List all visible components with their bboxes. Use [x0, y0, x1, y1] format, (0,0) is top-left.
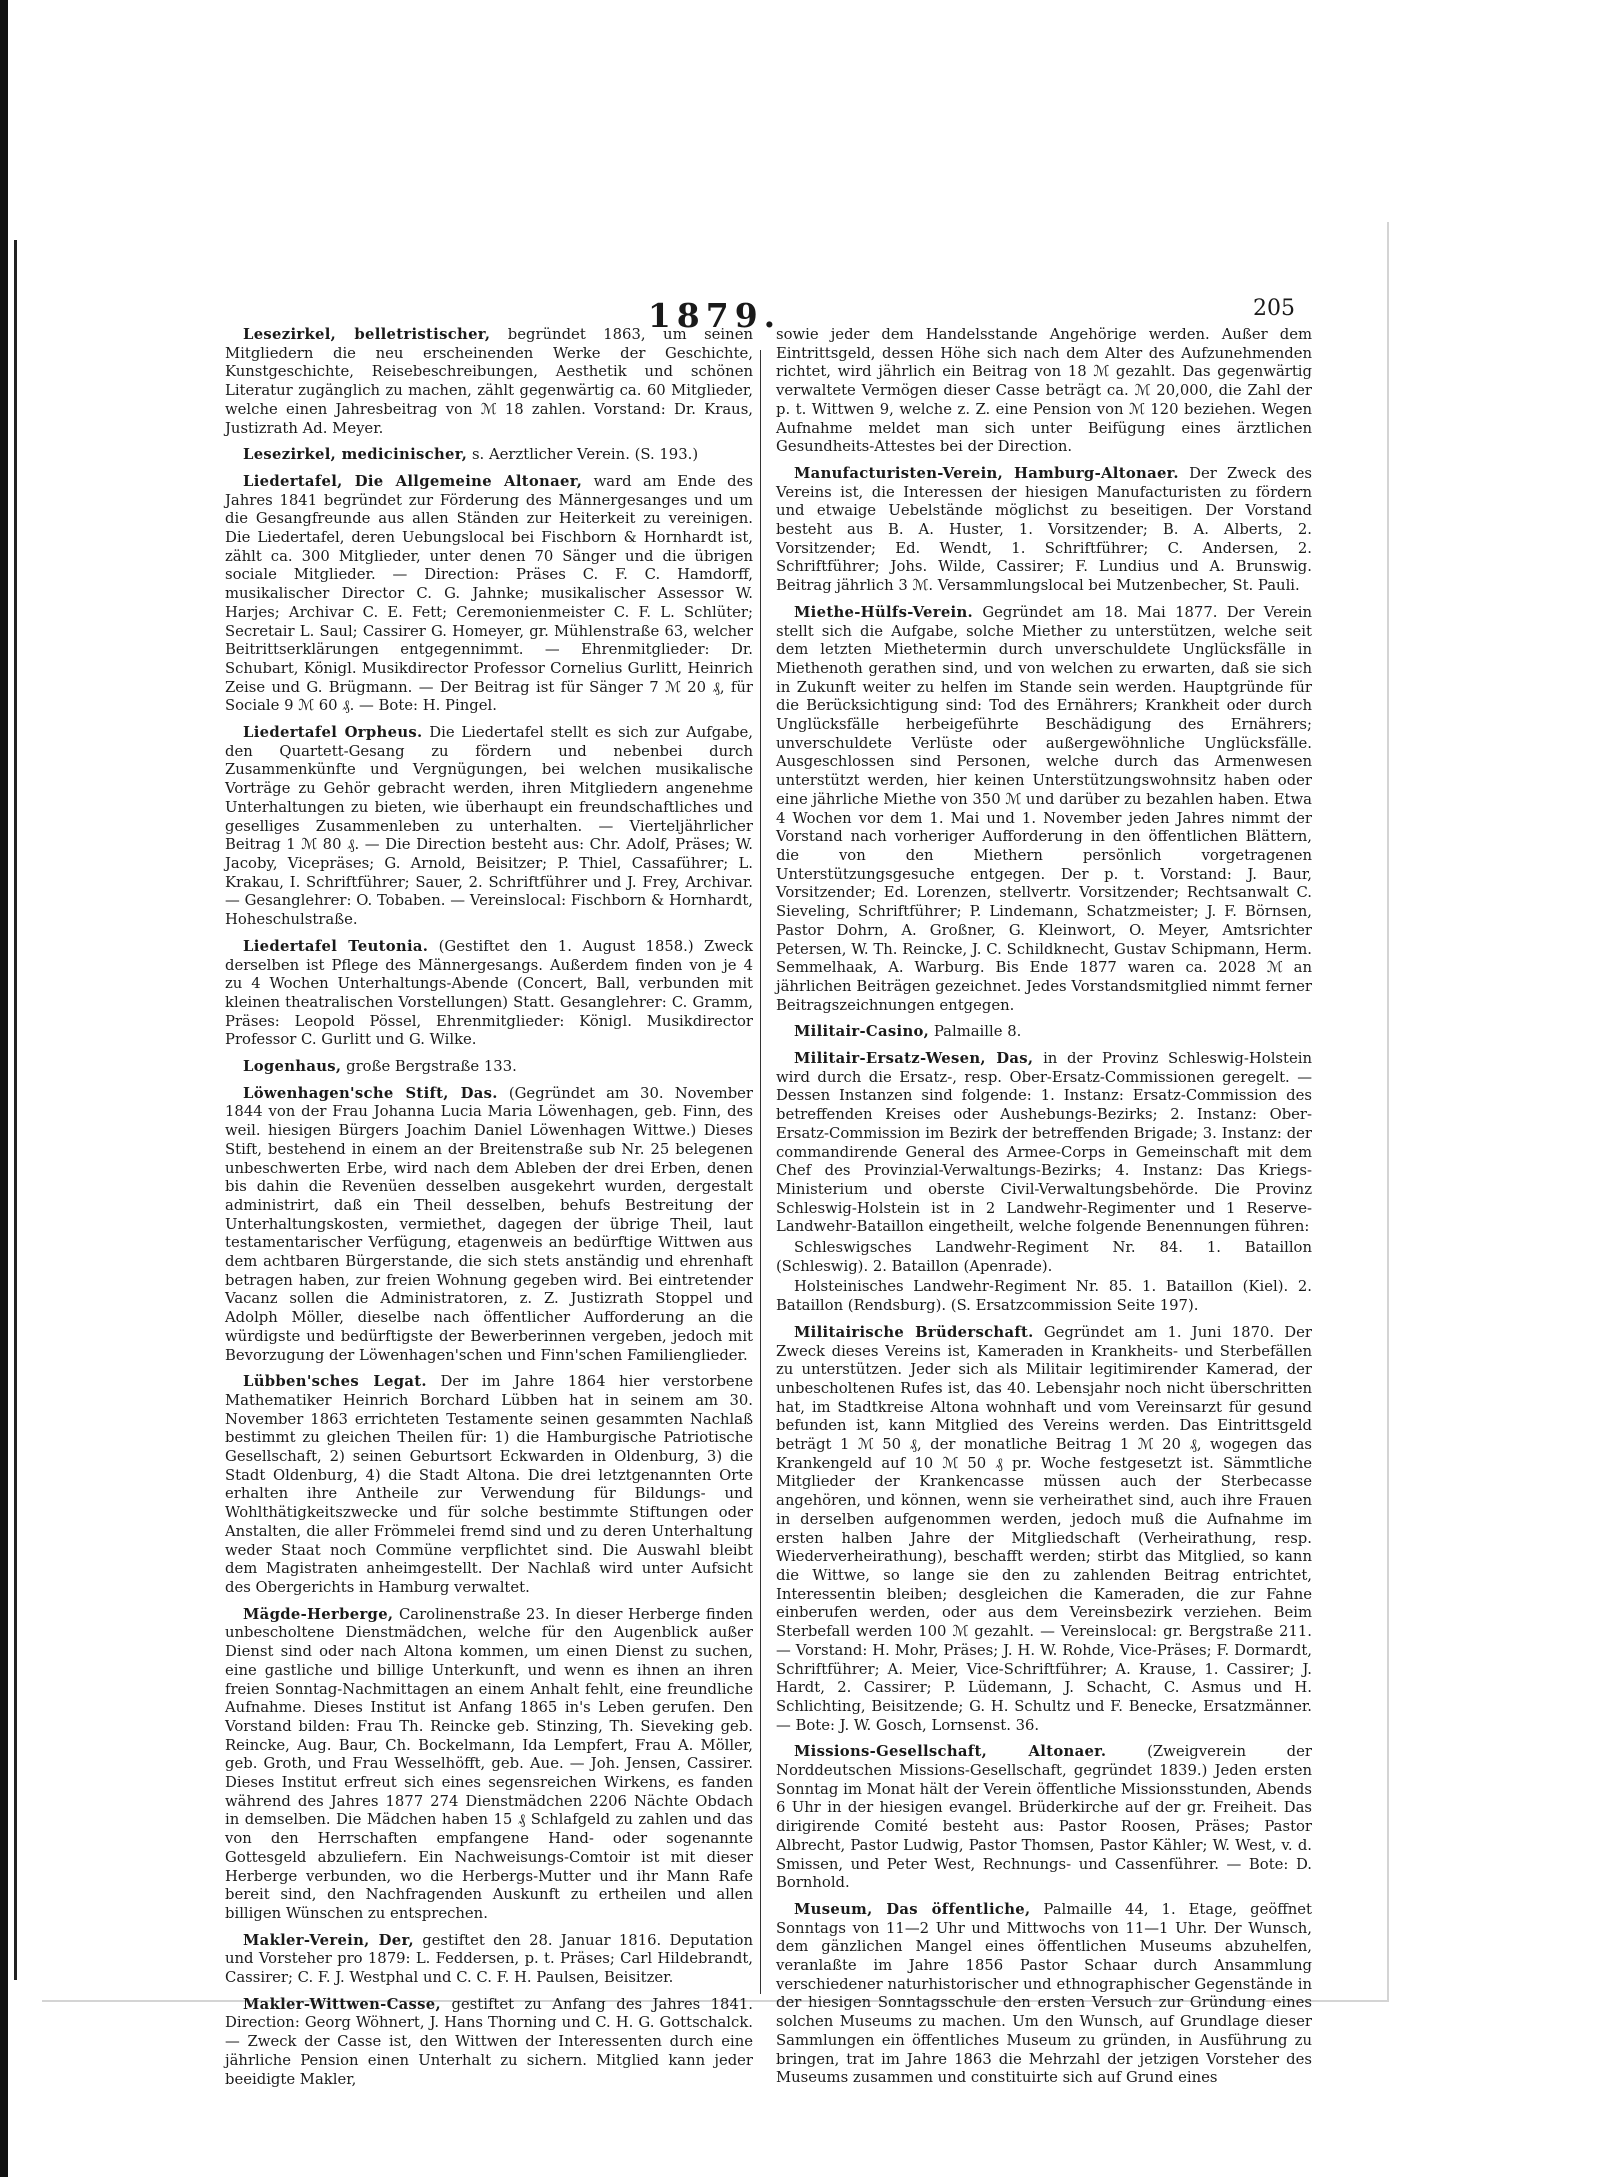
- entry-text: gestiftet den 28. Januar 1816. Deputation und Vorsteher pro 1879: L. Feddersen, p. t. Präses; Carl Hildebrandt, Cassirer; C. F. J. Westphal und C. C. F. H. Paulsen, Beisitzer.: [225, 1931, 753, 1987]
- column-divider: [760, 350, 761, 1994]
- entry-text: s. Aerztlicher Verein. (S. 193.): [471, 446, 699, 464]
- entry-title: Miethe-Hülfs-Verein.: [794, 603, 973, 621]
- entry-title: Lübben'sches Legat.: [243, 1373, 427, 1391]
- entry-text: Der Zweck des Vereins ist, die Interessen der hiesigen Manufacturisten zu fördern und etwaige Uebelstände möglichst zu beseitigen. Der Vorstand besteht aus B. A. Huster, 1. Vorsitzender; B. A. Alberts, 2. Vorsitzender; Ed. Wendt, 1. Schriftführer; C. Andersen, 2. Schriftführer; Johs. Wilde, Cassirer; F. Lundius und A. Brunswig. Beitrag jährlich 3 ℳ. Versammlungslocal bei Mutzenbecher, St. Pauli.: [776, 464, 1312, 595]
- entry-title: Museum, Das öffentliche,: [794, 1900, 1031, 1918]
- page-year-heading: 1879.: [647, 296, 782, 335]
- entry-title: Makler-Verein, Der,: [243, 1931, 414, 1949]
- book-spine-edge: [0, 0, 8, 2177]
- entry-title: Militair-Casino,: [794, 1023, 930, 1041]
- left-column: [225, 326, 753, 2097]
- entry-text: Carolinenstraße 23. In dieser Herberge finden unbescholtene Dienstmädchen, welche für den Augenblick außer Dienst sind oder nach Altona kommen, um einen Dienst zu suchen, eine gastliche und billige Unterkunft, und wenn es ihnen an ihren freien Sonntag-Nachmittagen an einem Anhalt fehlt, eine freundliche Aufnahme. Dieses Institut ist Anfang 1865 in's Leben gerufen. Den Vorstand bilden: Frau Th. Reincke geb. Stinzing, Th. Sieveking geb. Reincke, Aug. Baur, Ch. Bockelmann, Ida Lempfert, Frau A. Möller, geb. Groth, und Frau Wesselhöfft, geb. Aue. — Joh. Jensen, Cassirer. Dieses Institut erfreut sich eines segensreichen Wirkens, es fanden während des Jahres 1877 274 Dienstmädchen 2206 Nächte Obdach in demselben. Die Mädchen haben 15 ₰ Schlafgeld zu zahlen und das von den Herrschaften empfangene Hand- oder sogenannte Gottesgeld abzuliefern. Ein Nachweisungs-Comtoir ist mit dieser Herberge verbunden, wo die Herbergs-Mutter und ihr Mann Rafe bereit sind, den Nachfragenden Auskunft zu ertheilen und allen billigen Wünschen zu entsprechen.: [225, 1605, 753, 1922]
- entry-text: Der im Jahre 1864 hier verstorbene Mathematiker Heinrich Borchard Lübben hat in seinem am 30. November 1863 errichteten Testamente seinen gesammten Nachlaß bestimmt zu gleichen Theilen für: 1) die Hamburgische Patriotische Gesellschaft, 2) seinen Geburtsort Eckwarden in Oldenburg, 3) die Stadt Oldenburg, 4) die Stadt Altona. Die drei letztgenannten Orte erhalten ihre Antheile zur Verwendung für Bildungs- und Wohlthätigkeitszwecke und für solche bestimmte Stiftungen oder Anstalten, die aller Frömmelei fremd sind und zu deren Unterhaltung weder Staat noch Commüne verpflichtet sind. Die Auswahl bleibt dem Magistraten anheimgestellt. Der Nachlaß wird unter Aufsicht des Obergerichts in Hamburg verwaltet.: [225, 1373, 753, 1596]
- entry-liedertafel-orpheus: [225, 724, 753, 930]
- entry-museum: [776, 1901, 1312, 2088]
- entry-luebben-legat: [225, 1373, 753, 1597]
- page: [42, 222, 1389, 2088]
- entry-title: Makler-Wittwen-Casse,: [243, 1995, 441, 2013]
- regiment-holstein: Holsteinisches Landwehr-Regiment Nr. 85. 1. Bataillon (Kiel). 2. Bataillon (Rendsburg). (S. Ersatzcommission Seite 197).: [776, 1278, 1312, 1315]
- entry-missions-gesellschaft: [776, 1743, 1312, 1893]
- entry-militairische-bruederschaft: [776, 1324, 1312, 1735]
- entry-title: Lesezirkel, medicinischer,: [243, 446, 468, 464]
- entry-text: gestiftet zu Anfang des Jahres 1841. Direction: Georg Wöhnert, J. Hans Thorning und C. H. G. Gottschalck. — Zweck der Casse ist, den Wittwen der Interessenten durch eine jährliche Pension einen Unterhalt zu sichern. Mitglied kann jeder beeidigte Makler,: [225, 1995, 753, 2088]
- entry-title: Militair-Ersatz-Wesen, Das,: [794, 1050, 1034, 1068]
- entry-maegde-herberge: [225, 1606, 753, 1924]
- page-number: 205: [1253, 296, 1295, 321]
- entry-title: Missions-Gesellschaft, Altonaer.: [794, 1743, 1107, 1761]
- entry-lesezirkel-medicinischer: [225, 446, 753, 465]
- entry-militair-ersatz-wesen: [776, 1050, 1312, 1237]
- entry-text: in der Provinz Schleswig-Holstein wird durch die Ersatz-, resp. Ober-Ersatz-Commissionen geregelt. — Dessen Instanzen sind folgende: 1. Instanz: Ersatz-Commission des betreffenden Kreises oder Aushebungs-Bezirks; 2. Instanz: Ober-Ersatz-Commission im Bezirk der betreffenden Brigade; 3. Instanz: der commandirende General des Armee-Corps in Gemeinschaft mit dem Chef des Provinzial-Verwaltungs-Bezirks; 4. Instanz: Das Kriegs-Ministerium und oberste Civil-Verwaltungsbehörde. Die Provinz Schleswig-Holstein ist in 2 Landwehr-Regimenter und 1 Reserve-Landwehr-Bataillon eingetheilt, welche folgende Benennungen führen:: [776, 1050, 1312, 1236]
- entry-makler-verein: [225, 1932, 753, 1988]
- entry-liedertafel-teutonia: [225, 938, 753, 1050]
- entry-logenhaus: [225, 1058, 753, 1077]
- entry-title: Manufacturisten-Verein, Hamburg-Altonaer.: [794, 464, 1179, 482]
- entry-text: Die Liedertafel stellt es sich zur Aufgabe, den Quartett-Gesang zu fördern und nebenbei durch Zusammenkünfte und Vergnügungen, bei welchen musikalische Vorträge zu Gehör gebracht werden, ihren Mitgliedern angenehme Unterhaltungen zu bieten, wie überhaupt ein freundschaftliches und geselliges Zusammenleben zu unterhalten. — Vierteljährlicher Beitrag 1 ℳ 80 ₰. — Die Direction besteht aus: Chr. Adolf, Präses; W. Jacoby, Vicepräses; G. Arnold, Beisitzer; P. Thiel, Cassaführer; L. Krakau, I. Schriftführer; Sauer, 2. Schriftführer und J. Frey, Archivar. — Gesanglehrer: O. Tobaben. — Vereinslocal: Fischborn & Hornhardt, Hoheschulstraße.: [225, 724, 753, 929]
- entry-text: Palmaille 8.: [933, 1023, 1022, 1041]
- entry-title: Mägde-Herberge,: [243, 1605, 394, 1623]
- entry-text: große Bergstraße 133.: [346, 1058, 517, 1076]
- entry-title: Liedertafel Orpheus.: [243, 724, 423, 742]
- entry-text: Palmaille 44, 1. Etage, geöffnet Sonntags von 11—2 Uhr und Mittwochs von 11—1 Uhr. Der Wunsch, dem gänzlichen Mangel eines öffentlichen Museums abzuhelfen, veranlaßte im Jahre 1856 Pastor Schaar durch Ansammlung verschiedener naturhistorischer und ethnographischer Gegenstände in der hiesigen Sonntagsschule den ersten Versuch zur Gründung eines solchen Museums zu machen. Um den Wunsch, auf Grundlage dieser Sammlungen ein öffentliches Museum zu gründen, in Ausführung zu bringen, trat im Jahre 1863 die Mehrzahl der jetzigen Vorsteher des Museums zusammen und constituirte sich auf Grund eines: [776, 1900, 1312, 2087]
- entry-miethe-huelfs-verein: [776, 604, 1312, 1015]
- entry-title: Liedertafel Teutonia.: [243, 937, 429, 955]
- entry-text: (Gestiftet den 1. August 1858.) Zweck derselben ist Pflege des Männergesangs. Außerdem finden von je 4 zu 4 Wochen Unterhaltungs-Abende (Concert, Ball, verbunden mit kleinen theatralischen Vorstellungen) Statt. Gesanglehrer: C. Gramm, Präses: Leopold Pössel, Ehrenmitglieder: Königl. Musikdirector Professor C. Gurlitt und G. Wilke.: [225, 937, 753, 1049]
- entry-title: Löwenhagen'sche Stift, Das.: [243, 1084, 498, 1102]
- entry-continuation: sowie jeder dem Handelsstande Angehörige werden. Außer dem Eintrittsgeld, dessen Höhe sich nach dem Alter des Aufzunehmenden richtet, wird jährlich ein Beitrag von 18 ℳ gezahlt. Das gegenwärtig verwaltete Vermögen dieser Casse beträgt ca. ℳ 20,000, die Zahl der p. t. Wittwen 9, welche z. Z. eine Pension von ℳ 120 beziehen. Wegen Aufnahme meldet man sich unter Beifügung eines ärztlichen Gesundheits-Attestes bei der Direction.: [776, 326, 1312, 456]
- entry-militair-casino: [776, 1023, 1312, 1042]
- entry-makler-wittwen-casse: [225, 1996, 753, 2090]
- entry-text: Gegründet am 18. Mai 1877. Der Verein stellt sich die Aufgabe, solche Miether zu unterstützen, welche seit dem letzten Miethetermin durch unverschuldete Unglücksfälle in Miethenoth gerathen sind, und von welchen zu erwarten, daß sie sich in Zukunft weiter zu helfen im Stande sein werden. Hauptgründe für die Berücksichtigung sind: Tod des Ernährers; Krankheit oder durch Unglücksfälle herbeigeführte Beschädigung des Ernährers; unverschuldete Verlüste oder außergewöhnliche Unglücksfälle. Ausgeschlossen sind Personen, welche durch das Armenwesen unterstützt werden, hier keinen Unterstützungswohnsitz haben oder eine jährliche Miethe von 350 ℳ und darüber zu bezahlen haben. Etwa 4 Wochen vor dem 1. Mai und 1. November jeden Jahres nimmt der Vorstand nach vorheriger Aufforderung in den öffentlichen Blättern, die von den Miethern persönlich vorgetragenen Unterstützungsgesuche entgegen. Der p. t. Vorstand: J. Baur, Vorsitzender; Ed. Lorenzen, stellvertr. Vorsitzender; Rechtsanwalt C. Sieveling, Schriftführer; P. Lindemann, Schatzmeister; J. F. Börnsen, Pastor Dohrn, A. Großner, G. Kleinwort, O. Meyer, Amtsrichter Petersen, W. Th. Reincke, J. C. Schildknecht, Gustav Schipmann, Herm. Semmelhaak, A. Warburg. Bis Ende 1877 waren ca. 2028 ℳ an jährlichen Beiträgen gezeichnet. Jedes Vorstandsmitglied nimmt ferner Beitragszeichnungen entgegen.: [776, 603, 1312, 1014]
- regiment-schleswig: Schleswigsches Landwehr-Regiment Nr. 84. 1. Bataillon (Schleswig). 2. Bataillon (Apenrade).: [776, 1239, 1312, 1275]
- entry-lesezirkel-belletristischer: [225, 326, 753, 438]
- entry-text: begründet 1863, um seinen Mitgliedern die neu erscheinenden Werke der Geschichte, Kunstgeschichte, Reisebeschreibungen, Aesthetik und schönen Literatur zugänglich zu machen, zählt gegenwärtig ca. 60 Mitglieder, welche einen Jahresbeitrag von ℳ 18 zahlen. Vorstand: Dr. Kraus, Justizrath Ad. Meyer.: [225, 326, 753, 437]
- entry-title: Lesezirkel, belletristischer,: [243, 326, 491, 343]
- entry-title: Logenhaus,: [243, 1058, 342, 1076]
- entry-text: ward am Ende des Jahres 1841 begründet zur Förderung des Männergesanges und um die Gesangfreunde aus allen Ständen zur Heiterkeit zu vereinigen. Die Liedertafel, deren Uebungslocal bei Fischborn & Hornhardt ist, zählt ca. 300 Mitglieder, unter denen 70 Sänger und die übrigen sociale Mitglieder. — Direction: Präses C. F. C. Hamdorff, musikalischer Director C. G. Jahnke; musikalischer Assessor W. Harjes; Archivar C. E. Fett; Ceremonienmeister C. F. L. Schlüter; Secretair L. Saul; Cassirer G. Homeyer, gr. Mühlenstraße 63, welcher Beitrittserklärungen entgegennimmt. — Ehrenmitglieder: Dr. Schubart, Königl. Musikdirector Professor Cornelius Gurlitt, Heinrich Zeise und G. Brügmann. — Der Beitrag ist für Sänger 7 ℳ 20 ₰, für Sociale 9 ℳ 60 ₰. — Bote: H. Pingel.: [225, 472, 753, 715]
- entry-title: Liedertafel, Die Allgemeine Altonaer,: [243, 472, 583, 490]
- entry-text: (Zweigverein der Norddeutschen Missions-Gesellschaft, gegründet 1839.) Jeden ersten Sonntag im Monat hält der Verein öffentliche Missionsstunden, Abends 6 Uhr in der hiesigen evangel. Brüderkirche auf der gr. Freiheit. Das dirigirende Comité besteht aus: Pastor Roosen, Präses; Pastor Albrecht, Pastor Ludwig, Pastor Thomsen, Pastor Kähler; W. West, v. d. Smissen, und Peter West, Rechnungs- und Cassenführer. — Bote: D. Bornhold.: [776, 1743, 1312, 1892]
- entry-loewenhagen-stift: [225, 1085, 753, 1366]
- entry-liedertafel-allgemeine: [225, 473, 753, 716]
- entry-text: (Gegründet am 30. November 1844 von der Frau Johanna Lucia Maria Löwenhagen, geb. Finn, des weil. hiesigen Bürgers Joachim Daniel Löwenhagen Wittwe.) Dieses Stift, bestehend in einem an der Breitenstraße sub Nr. 25 belegenen unbeschwerten Erbe, wird nach dem Ableben der drei Erben, denen bis dahin die Revenüen desselben ausgekehrt wurden, dergestalt administrirt, daß ein Theil desselben, behufs Bestreitung der Unterhaltungskosten, vermiethet, dagegen der übrige Theil, laut testamentarischer Verfügung, etagenweis an bedürftige Wittwen aus dem achtbaren Bürgerstande, die sich stets anständig und ehrenhaft betragen haben, zur freien Wohnung gegeben wird. Bei eintretender Vacanz sollen die Administratoren, z. Z. Justizrath Stoppel und Adolph Möller, dieselbe nach öffentlicher Aufforderung an die würdigste und bedürftigste der Bewerberinnen vergeben, jedoch mit Bevorzugung der Löwenhagen'schen und Finn'schen Familienglieder.: [225, 1084, 754, 1364]
- book-binding-shadow: [14, 240, 17, 1980]
- right-column: [776, 326, 1312, 2096]
- entry-manufacturisten-verein: [776, 465, 1312, 596]
- entry-title: Militairische Brüderschaft.: [794, 1323, 1034, 1341]
- entry-text: Gegründet am 1. Juni 1870. Der Zweck dieses Vereins ist, Kameraden in Krankheits- und Sterbefällen zu unterstützen. Jeder sich als Militair legitimirender Kamerad, der unbescholtenen Rufes ist, das 40. Lebensjahr noch nicht überschritten hat, im Stadtkreise Altona wohnhaft und vom Vereinsarzt für gesund befunden ist, kann Mitglied des Vereins werden. Das Eintrittsgeld beträgt 1 ℳ 50 ₰, der monatliche Beitrag 1 ℳ 20 ₰, wogegen das Krankengeld auf 10 ℳ 50 ₰ pr. Woche festgesetzt ist. Sämmtliche Mitglieder der Krankencasse müssen auch der Sterbecasse angehören, und können, wenn sie verheirathet sind, auch ihre Frauen in derselben aufgenommen werden, jedoch muß die Aufnahme im ersten halben Jahre der Mitgliedschaft (Verheirathung, resp. Wiederverheirathung), beschafft werden; stirbt das Mitglied, so kann die Wittwe, so lange sie den zu zahlenden Beitrag entrichtet, Interessentin bleiben; desgleichen die Kameraden, die zur Fahne einberufen werden, oder aus dem Vereinsbezirk verziehen. Beim Sterbefall werden 100 ℳ gezahlt. — Vereinslocal: gr. Bergstraße 211. — Vorstand: H. Mohr, Präses; J. H. W. Rohde, Vice-Präses; F. Dormardt, Schriftführer; A. Meier, Vice-Schriftführer; A. Krause, 1. Cassirer; J. Hardt, 2. Cassirer; P. Lüdemann, J. Schacht, C. Asmus und H. Schlichting, Beisitzende; G. H. Schultz und F. Benecke, Ersatzmänner. — Bote: J. W. Gosch, Lornsenst. 36.: [776, 1323, 1313, 1734]
